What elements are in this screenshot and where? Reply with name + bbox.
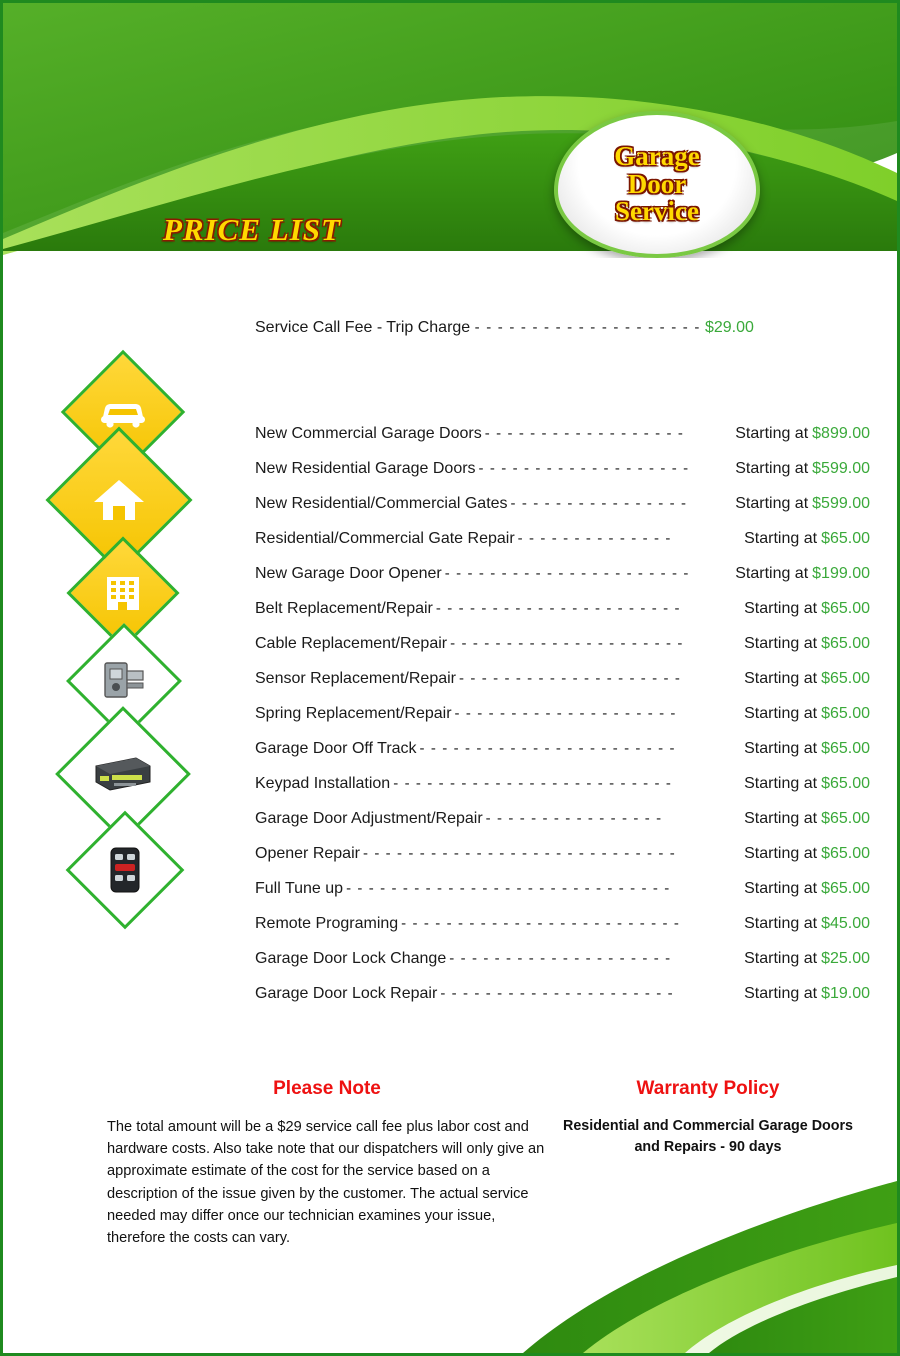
service-price: $65.00	[821, 774, 870, 792]
leader-dots: - - - - - - - - - - - - - - - - - - - - - - - - - - - - -	[346, 880, 671, 897]
table-row	[255, 941, 870, 976]
warranty-body: Residential and Commercial Garage Doors and Repairs - 90 days	[563, 1118, 854, 1155]
table-row	[255, 766, 870, 801]
table-row	[255, 836, 870, 871]
opener-glyph	[92, 752, 154, 796]
service-label: Garage Door Adjustment/Repair	[255, 809, 483, 827]
footer-banner	[3, 1153, 897, 1353]
please-note-body: The total amount will be a $29 service call fee plus labor cost and hardware costs. Also take note that our dispatchers will only give an approximate estimate of the cost for the service based on a description of the issue given by the customer. The actual service needed may differ once our technician examines your issue, therefore the costs can vary.	[107, 1119, 545, 1246]
starting-at-label: Starting at	[744, 529, 818, 547]
service-price: $45.00	[821, 914, 870, 932]
service-price: $65.00	[821, 669, 870, 687]
service-call-fee-row	[255, 319, 855, 337]
table-row	[255, 906, 870, 941]
service-label: Opener Repair	[255, 844, 360, 862]
table-row	[255, 871, 870, 906]
service-label: Cable Replacement/Repair	[255, 634, 448, 652]
starting-at-label: Starting at	[744, 774, 818, 792]
table-row	[255, 661, 870, 696]
service-label: New Commercial Garage Doors	[255, 424, 482, 442]
logo-line-3: Service	[615, 196, 699, 227]
table-row	[255, 486, 870, 521]
service-price: $899.00	[812, 424, 870, 442]
service-price: $65.00	[821, 844, 870, 862]
table-row	[255, 591, 870, 626]
leader-dots: - - - - - - - - - - - - - - - - - - - -	[459, 670, 681, 687]
leader-dots: - - - - - - - - - - - - - - - -	[510, 495, 688, 512]
table-row	[255, 696, 870, 731]
logo-line-1: Garage	[614, 140, 700, 171]
lock-glyph	[99, 657, 149, 705]
table-row	[255, 976, 870, 1011]
service-price: $65.00	[821, 739, 870, 757]
table-row	[255, 626, 870, 661]
service-label: Garage Door Lock Change	[255, 949, 447, 967]
starting-at-label: Starting at	[735, 459, 809, 477]
service-label: Spring Replacement/Repair	[255, 704, 452, 722]
warranty-block	[563, 1078, 853, 1157]
service-price: $65.00	[821, 529, 870, 547]
service-icon-column	[51, 358, 231, 1018]
starting-at-label: Starting at	[744, 914, 818, 932]
service-label: Residential/Commercial Gate Repair	[255, 529, 515, 547]
service-label: New Residential Garage Doors	[255, 459, 476, 477]
table-row	[255, 556, 870, 591]
service-call-fee-price: $29.00	[704, 319, 754, 336]
please-note-title: Please Note	[273, 1078, 381, 1099]
logo-line-2: Door	[627, 168, 687, 199]
service-price: $65.00	[821, 599, 870, 617]
service-label: Sensor Replacement/Repair	[255, 669, 456, 687]
service-price: $65.00	[821, 634, 870, 652]
header-banner	[3, 3, 897, 258]
leader-dots: - - - - - - - - - - - - - - - - - - - - - - - - -	[393, 775, 673, 792]
service-label: Remote Programing	[255, 914, 399, 932]
table-row	[255, 731, 870, 766]
starting-at-label: Starting at	[744, 809, 818, 827]
service-price: $65.00	[821, 879, 870, 897]
price-list-table	[255, 416, 870, 1011]
starting-at-label: Starting at	[735, 424, 809, 442]
starting-at-label: Starting at	[744, 949, 818, 967]
leader-dots: - - - - - - - - - - - - - - - - - - - - - - -	[419, 740, 676, 757]
leader-dots: - - - - - - - - - - - - - - - - - - - - - - - - - - - -	[362, 845, 676, 862]
house-glyph	[92, 476, 146, 524]
footer-wave-graphic	[3, 1153, 897, 1353]
warranty-title: Warranty Policy	[636, 1078, 780, 1099]
table-row	[255, 416, 870, 451]
remote-control-icon	[66, 811, 185, 930]
header-wave-graphic	[3, 3, 897, 258]
service-price: $65.00	[821, 809, 870, 827]
starting-at-label: Starting at	[735, 494, 809, 512]
service-price: $599.00	[812, 459, 870, 477]
service-label: New Residential/Commercial Gates	[255, 494, 508, 512]
car-glyph	[98, 395, 148, 429]
starting-at-label: Starting at	[744, 879, 818, 897]
leader-dots: - - - - - - - - - - - - - - - - - -	[484, 425, 684, 442]
starting-at-label: Starting at	[744, 984, 818, 1002]
starting-at-label: Starting at	[744, 844, 818, 862]
leader-dots: - - - - - - - - - - - - - -	[517, 530, 672, 547]
leader-dots: - - - - - - - - - - - - - - - - - - - - -	[450, 635, 684, 652]
leader-dots: - - - - - - - - - - - - - - - -	[485, 810, 663, 827]
starting-at-label: Starting at	[744, 669, 818, 687]
service-label: Garage Door Off Track	[255, 739, 417, 757]
starting-at-label: Starting at	[744, 739, 818, 757]
table-row	[255, 521, 870, 556]
leader-dots: - - - - - - - - - - - - - - - - - - - -	[449, 950, 672, 967]
service-price: $199.00	[812, 564, 870, 582]
service-label: Full Tune up	[255, 879, 344, 897]
starting-at-label: Starting at	[744, 634, 818, 652]
leader-dots: - - - - - - - - - - - - - - - - - - - - -	[440, 985, 674, 1002]
service-price: $599.00	[812, 494, 870, 512]
service-call-fee-label: Service Call Fee - Trip Charge	[255, 319, 471, 336]
leader-dots: - - - - - - - - - - - - - - - - - - - - - -	[444, 565, 690, 582]
service-price: $19.00	[821, 984, 870, 1002]
service-price: $25.00	[821, 949, 870, 967]
starting-at-label: Starting at	[744, 599, 818, 617]
building-glyph	[102, 573, 144, 613]
leader-dots: - - - - - - - - - - - - - - - - - - - - - - - - -	[401, 915, 680, 932]
leader-dots: - - - - - - - - - - - - - - - - - - -	[478, 460, 690, 477]
table-row	[255, 451, 870, 486]
service-label: Belt Replacement/Repair	[255, 599, 433, 617]
service-label: Keypad Installation	[255, 774, 391, 792]
table-row	[255, 801, 870, 836]
leader-dots: - - - - - - - - - - - - - - - - - - - -	[454, 705, 677, 722]
starting-at-label: Starting at	[744, 704, 818, 722]
service-label: New Garage Door Opener	[255, 564, 442, 582]
service-call-fee-dots: - - - - - - - - - - - - - - - - - - - -	[474, 319, 701, 336]
service-price: $65.00	[821, 704, 870, 722]
leader-dots: - - - - - - - - - - - - - - - - - - - - - -	[435, 600, 681, 617]
service-label: Garage Door Lock Repair	[255, 984, 438, 1002]
remote-glyph	[105, 845, 145, 895]
page-title: PRICE LIST	[163, 212, 341, 247]
logo-badge	[554, 111, 760, 258]
starting-at-label: Starting at	[735, 564, 809, 582]
